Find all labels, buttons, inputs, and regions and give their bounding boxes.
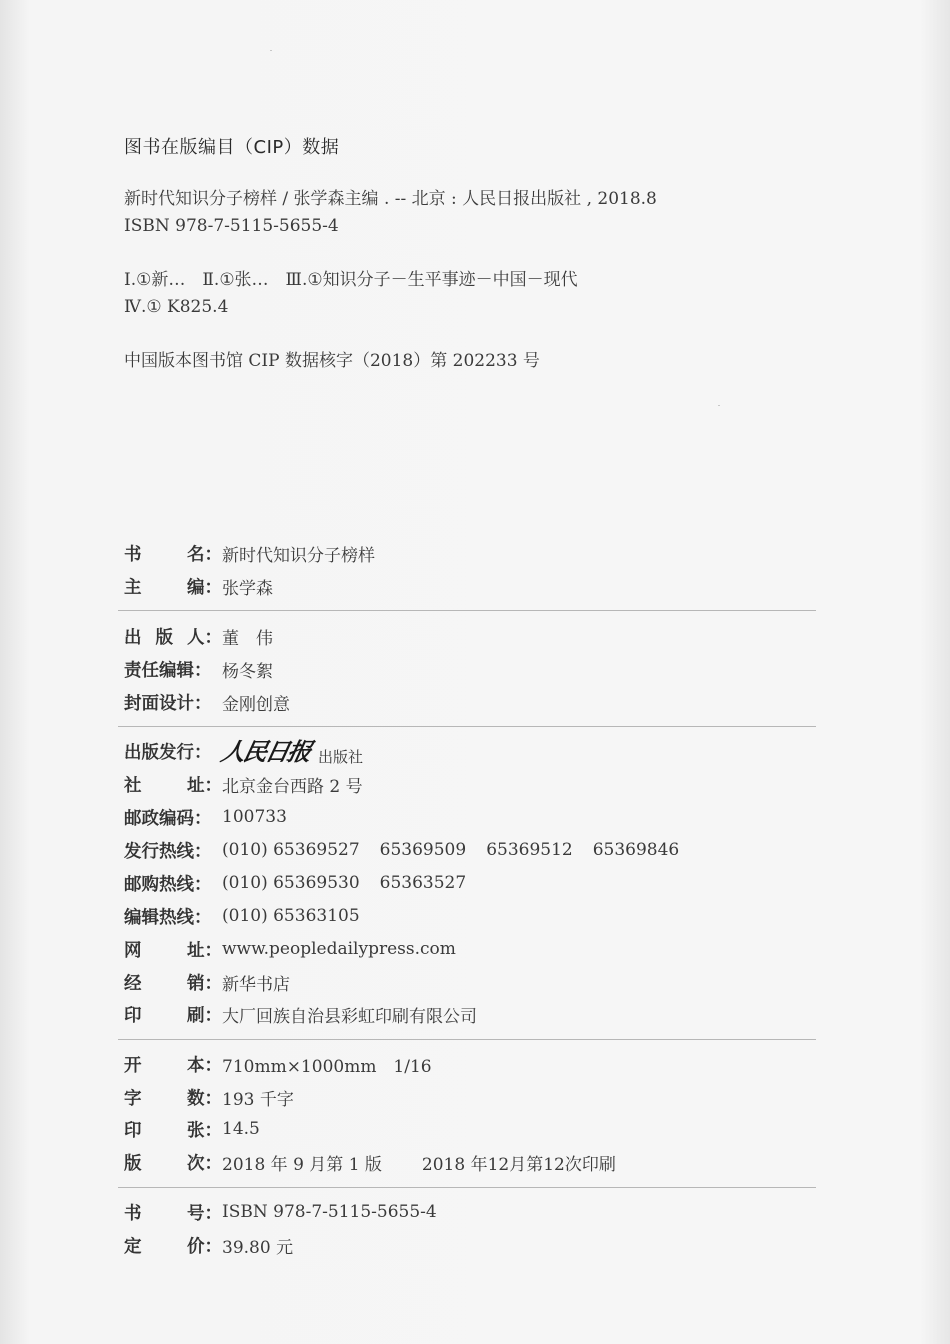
postcode-row [124, 804, 287, 830]
book-title-row [124, 540, 375, 566]
sales-hotline: (010) 65369527 65369509 65369512 65369846 [222, 840, 680, 860]
divider [118, 1039, 816, 1040]
printed-sheets-label: 印 张： [124, 1120, 222, 1141]
mail-order-row [124, 870, 466, 896]
editor-name: 张学森 [222, 578, 273, 599]
cip-bibliographic-line: 新时代知识分子榜样 / 张学森主编 . -- 北京 : 人民日报出版社 , 2018.8 [124, 189, 657, 209]
postcode-label: 邮政编码： [124, 808, 212, 829]
mail-order-label: 邮购热线： [124, 874, 212, 895]
editor-label: 主 编： [124, 577, 222, 598]
cip-title: 图书在版编目（CIP）数据 [124, 137, 340, 158]
word-count-row [124, 1084, 294, 1110]
website-row [124, 936, 456, 962]
editorial-hotline: (010) 65363105 [222, 906, 360, 926]
printing-date: 2018 年12月第12次印刷 [421, 1154, 616, 1175]
cip-isbn: ISBN 978-7-5115-5655-4 [124, 216, 339, 236]
issuer-label: 出版发行： [124, 742, 212, 763]
people-daily-logo: 人民日报 [218, 736, 313, 766]
printer-row [124, 1001, 477, 1027]
editorial-hotline-label: 编辑热线： [124, 907, 212, 928]
format-label: 开 本： [124, 1055, 222, 1076]
cover-design: 金刚创意 [222, 694, 290, 715]
edition-label: 版 次： [124, 1153, 222, 1174]
responsible-editor-row [124, 656, 273, 682]
publisher-person-label: 出 版 人： [124, 627, 222, 648]
word-count: 193 千字 [222, 1089, 294, 1110]
printer: 大厂回族自治县彩虹印刷有限公司 [222, 1006, 477, 1027]
scan-speck [270, 50, 272, 51]
issuer-row [124, 738, 363, 764]
address: 北京金台西路 2 号 [222, 776, 363, 797]
cover-design-row [124, 689, 290, 715]
publisher-person: 董 伟 [222, 628, 273, 649]
cip-class-code: Ⅳ.① K825.4 [124, 297, 229, 317]
printer-label: 印 刷： [124, 1005, 222, 1026]
price-label: 定 价： [124, 1236, 222, 1257]
price: 39.80 元 [222, 1237, 294, 1258]
cover-design-label: 封面设计： [124, 693, 212, 714]
format-row [124, 1051, 432, 1077]
divider [118, 1187, 816, 1188]
scan-speck [718, 405, 720, 406]
format: 710mm×1000mm 1/16 [222, 1056, 432, 1077]
publisher-person-row [124, 623, 273, 649]
book-title: 新时代知识分子榜样 [222, 545, 375, 566]
editorial-hotline-row [124, 903, 360, 929]
edition-date: 2018 年 9 月第 1 版 [222, 1154, 382, 1175]
editor-row [124, 573, 273, 599]
isbn: ISBN 978-7-5115-5655-4 [222, 1202, 437, 1222]
book-title-label: 书 名： [124, 544, 222, 565]
website: www.peopledailypress.com [222, 939, 456, 959]
issuer [218, 734, 364, 769]
cip-library-note: 中国版本图书馆 CIP 数据核字（2018）第 202233 号 [124, 351, 540, 371]
divider [118, 726, 816, 727]
distributor-label: 经 销： [124, 973, 222, 994]
website-label: 网 址： [124, 940, 222, 961]
responsible-editor: 杨冬絮 [222, 661, 273, 682]
edition [222, 1150, 616, 1175]
address-label: 社 址： [124, 775, 222, 796]
printed-sheets-row [124, 1116, 260, 1142]
price-row [124, 1232, 293, 1258]
issuer-suffix: 出版社 [318, 747, 364, 766]
postcode: 100733 [222, 807, 287, 827]
printed-sheets: 14.5 [222, 1119, 260, 1139]
distributor-row [124, 969, 290, 995]
distributor: 新华书店 [222, 974, 290, 995]
edition-row [124, 1149, 616, 1175]
responsible-editor-label: 责任编辑： [124, 660, 212, 681]
divider [118, 610, 816, 611]
sales-hotline-label: 发行热线： [124, 841, 212, 862]
mail-order-hotline: (010) 65369530 65363527 [222, 873, 467, 893]
address-row [124, 771, 363, 797]
sales-hotline-row [124, 837, 679, 863]
word-count-label: 字 数： [124, 1088, 222, 1109]
cip-classification: Ⅰ.①新… Ⅱ.①张… Ⅲ.①知识分子－生平事迹－中国－现代 [124, 270, 578, 290]
isbn-label: 书 号： [124, 1203, 222, 1224]
isbn-row [124, 1199, 437, 1225]
